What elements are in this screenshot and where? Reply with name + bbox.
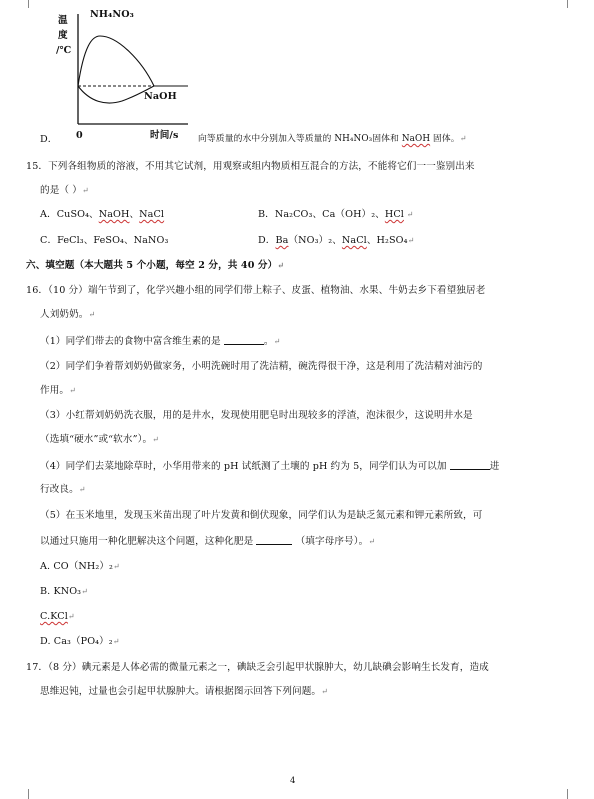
q15-option-b: B．Na₂CO₃、Ca（OH）₂、HCl ↵ (258, 209, 414, 220)
q17-stem-line2: 思维迟钝，过量也会引起甲状腺肿大。请根据图示回答下列问题。↵ (40, 686, 328, 697)
q16-sub3-line2: （选填“硬水”或“软水”）。↵ (40, 434, 159, 445)
temperature-time-chart (50, 6, 200, 144)
q16-sub5-blank[interactable] (256, 534, 292, 545)
chart-ylabel-1: 温 (58, 15, 68, 26)
q16-intro-line1: 16．（10 分）端午节到了，化学兴趣小组的同学们带上粽子、皮蛋、植物油、水果、牛奶去乡下看望独居老 (26, 285, 486, 296)
crop-mark-top-right (567, 0, 568, 8)
q15-stem-line2: 的是（ ）↵ (40, 185, 89, 196)
q15-stem-line1: 15．下列各组物质的溶液，不用其它试剂，用观察或组内物质相互混合的方法，不能将它们一一鉴别出来 (26, 161, 475, 172)
crop-mark-bottom-right (567, 789, 568, 799)
crop-mark-top-left (28, 0, 29, 8)
q16-option-a: A. CO（NH₂）₂↵ (40, 561, 120, 572)
q16-sub3-line1: （3）小红帮刘奶奶洗衣服，用的是井水，发现使用肥皂时出现较多的浮渣，泡沫很少，这说明井水是 (40, 410, 473, 421)
q15-option-c: C．FeCl₃、FeSO₄、NaNO₃ (40, 235, 169, 246)
series-nh4no3-curve (78, 36, 154, 86)
chart-series-label-bottom: NaOH (144, 91, 177, 102)
q16-option-b: B. KNO₃↵ (40, 586, 88, 597)
chart-series-label-top: NH₄NO₃ (90, 9, 134, 20)
q16-sub2-line1: （2）同学们争着帮刘奶奶做家务，小明洗碗时用了洗洁精，碗洗得很干净，这是利用了洗洁精对油污的 (40, 361, 483, 372)
chart-origin-label: 0 (76, 130, 83, 141)
chart-ylabel-2: 度 (58, 30, 68, 41)
q16-sub5-line1: （5）在玉米地里，发现玉米苗出现了叶片发黄和倒伏现象，同学们认为是缺乏氮元素和钾元素所致，可 (40, 510, 483, 521)
page-number: 4 (290, 776, 296, 786)
q16-option-d: D. Ca₃（PO₄）₂↵ (40, 636, 120, 647)
q16-sub2-line2: 作用。↵ (40, 385, 76, 396)
q16-sub4-line1: （4）同学们去菜地除草时，小华用带来的 pH 试纸测了土壤的 pH 约为 5，同学们认为可以加 进 (40, 461, 500, 472)
series-naoh-curve (78, 86, 154, 103)
option-d-text: 向等质量的水中分别加入等质量的 NH₄NO₃固体和 NaOH 固体。↵ (198, 134, 467, 144)
chart-xlabel: 时间/s (150, 130, 179, 141)
q16-sub4-blank[interactable] (450, 459, 490, 470)
q15-option-d: D．Ba（NO₃）₂、NaCl、H₂SO₄↵ (258, 235, 415, 246)
crop-mark-bottom-left (28, 789, 29, 799)
q16-sub1: （1）同学们带去的食物中富含维生素的是 。↵ (40, 336, 281, 347)
q17-stem-line1: 17．（8 分）碘元素是人体必需的微量元素之一，碘缺乏会引起甲状腺肿大，幼儿缺碘会影响生长发育，造成 (26, 662, 489, 673)
q15-option-a: A．CuSO₄、NaOH、NaCl (40, 209, 165, 220)
q16-sub4-line2: 行改良。↵ (40, 484, 86, 495)
q16-intro-line2: 人刘奶奶。↵ (40, 309, 96, 320)
q16-sub5-line2: 以通过只施用一种化肥解决这个问题，这种化肥是 （填字母序号）。↵ (40, 536, 376, 547)
section6-title: 六、填空题（本大题共 5 个小题，每空 2 分，共 40 分）↵ (26, 260, 285, 271)
chart-ylabel-3: /℃ (56, 45, 72, 56)
option-d-label: D． (40, 134, 58, 145)
q16-option-c: C.KCl↵ (40, 611, 75, 622)
q16-sub1-blank[interactable] (224, 334, 264, 345)
